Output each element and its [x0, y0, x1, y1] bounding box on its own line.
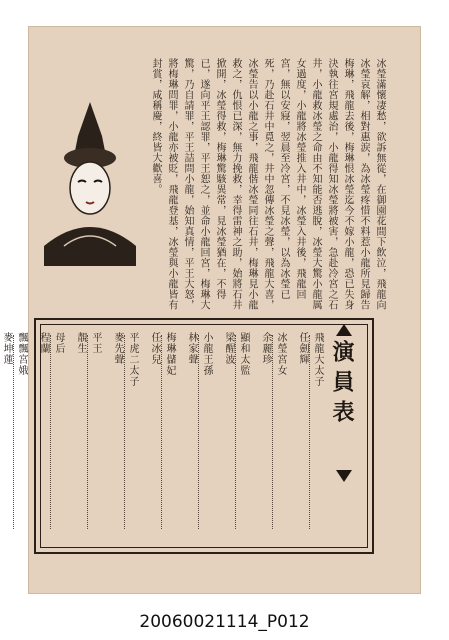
cast-role: 平虎二太子	[127, 332, 138, 387]
leader-dots	[87, 335, 88, 529]
cast-actor: 梁醒波	[223, 332, 234, 365]
cast-row	[147, 332, 176, 532]
cast-row	[184, 332, 213, 532]
archive-id-caption: 20060021114_P012	[139, 612, 310, 632]
cast-role: 飄飄宮娥	[16, 332, 27, 376]
cast-actor: 靚生	[75, 332, 86, 354]
leader-dots	[235, 335, 236, 529]
cast-role: 梅琳儲妃	[164, 332, 175, 376]
cast-row	[36, 332, 65, 532]
leader-dots	[161, 335, 162, 529]
leader-dots	[124, 335, 125, 529]
leader-dots	[13, 335, 14, 529]
cast-role: 飛龍大太子	[312, 332, 323, 387]
cast-row	[258, 332, 287, 532]
cast-row	[295, 332, 324, 532]
cast-role: 小龍王孫	[201, 332, 212, 376]
cast-actor: 林家聲	[186, 332, 197, 365]
cast-role: 顯和太監	[238, 332, 249, 376]
cast-actor: 麥坤蓮	[1, 332, 12, 365]
leader-dots	[198, 335, 199, 529]
cast-list	[0, 332, 324, 532]
program-page	[1, 26, 421, 594]
cast-row	[0, 332, 28, 532]
cast-actor: 麥先聲	[112, 332, 123, 365]
cast-actor: 程蘭	[38, 332, 49, 354]
cast-actor: 任冰兒	[149, 332, 160, 365]
cast-role: 平王	[90, 332, 101, 354]
cast-box	[1, 318, 374, 554]
cast-row	[221, 332, 250, 532]
arrow-up-icon	[336, 324, 352, 336]
cast-actor: 余麗珍	[260, 332, 271, 365]
cast-role: 母后	[53, 332, 64, 354]
cast-actor: 任劍輝	[297, 332, 308, 365]
cast-title: 演員表	[329, 340, 355, 430]
cast-row	[73, 332, 102, 532]
cast-row	[110, 332, 139, 532]
actor-portrait	[34, 96, 146, 271]
synopsis-text: 冰瑩滿懷凄愁，欲訴無從，在御園花間下飲泣，飛龍向冰瑩哀解，相對惠涙，為冰瑩疼惜不料惹小龍所見歸告梅琳，飛龍去後，梅琳恨冰瑩迄今不嫁小龍，恐已失身決執往宮規處治，小龍得知冰瑩將被害，急赴冷宮之石井，小龍救冰瑩之命由不知能否逃脫，冰瑩大驚小龍厲女過度，小龍將冰瑩推入井中，冰瑩入井後，飛龍回宮，無以安寢，翌晨至冷宮，不見冰瑩，以為冰瑩已死，乃赴石井中覓之，井中忽傳冰瑩之聲，飛龍大喜，冰瑩告以小龍之事，飛龍偕冰瑩同往石井，梅琳見小龍救之，仇恨已深，無力挽救，幸得雷神之助，始將石井掀開，冰瑩得救，梅琳驚駭異常，見冰瑩猶在，不得已，遂向平王認罪，平王恕之，並命小龍回宮，梅琳大驚，乃自請罪，平王詰問小龍，始知真情，平王大怒，將梅琳問罪，小龍亦被貶，飛龍登基，冰瑩與小龍皆有封賞，咸稱慶，終皆大歡喜。	[150, 58, 385, 310]
cast-role: 冰瑩宮女	[275, 332, 286, 376]
leader-dots	[50, 335, 51, 529]
arrow-down-icon	[336, 470, 352, 482]
leader-dots	[309, 335, 310, 529]
leader-dots	[272, 335, 273, 529]
